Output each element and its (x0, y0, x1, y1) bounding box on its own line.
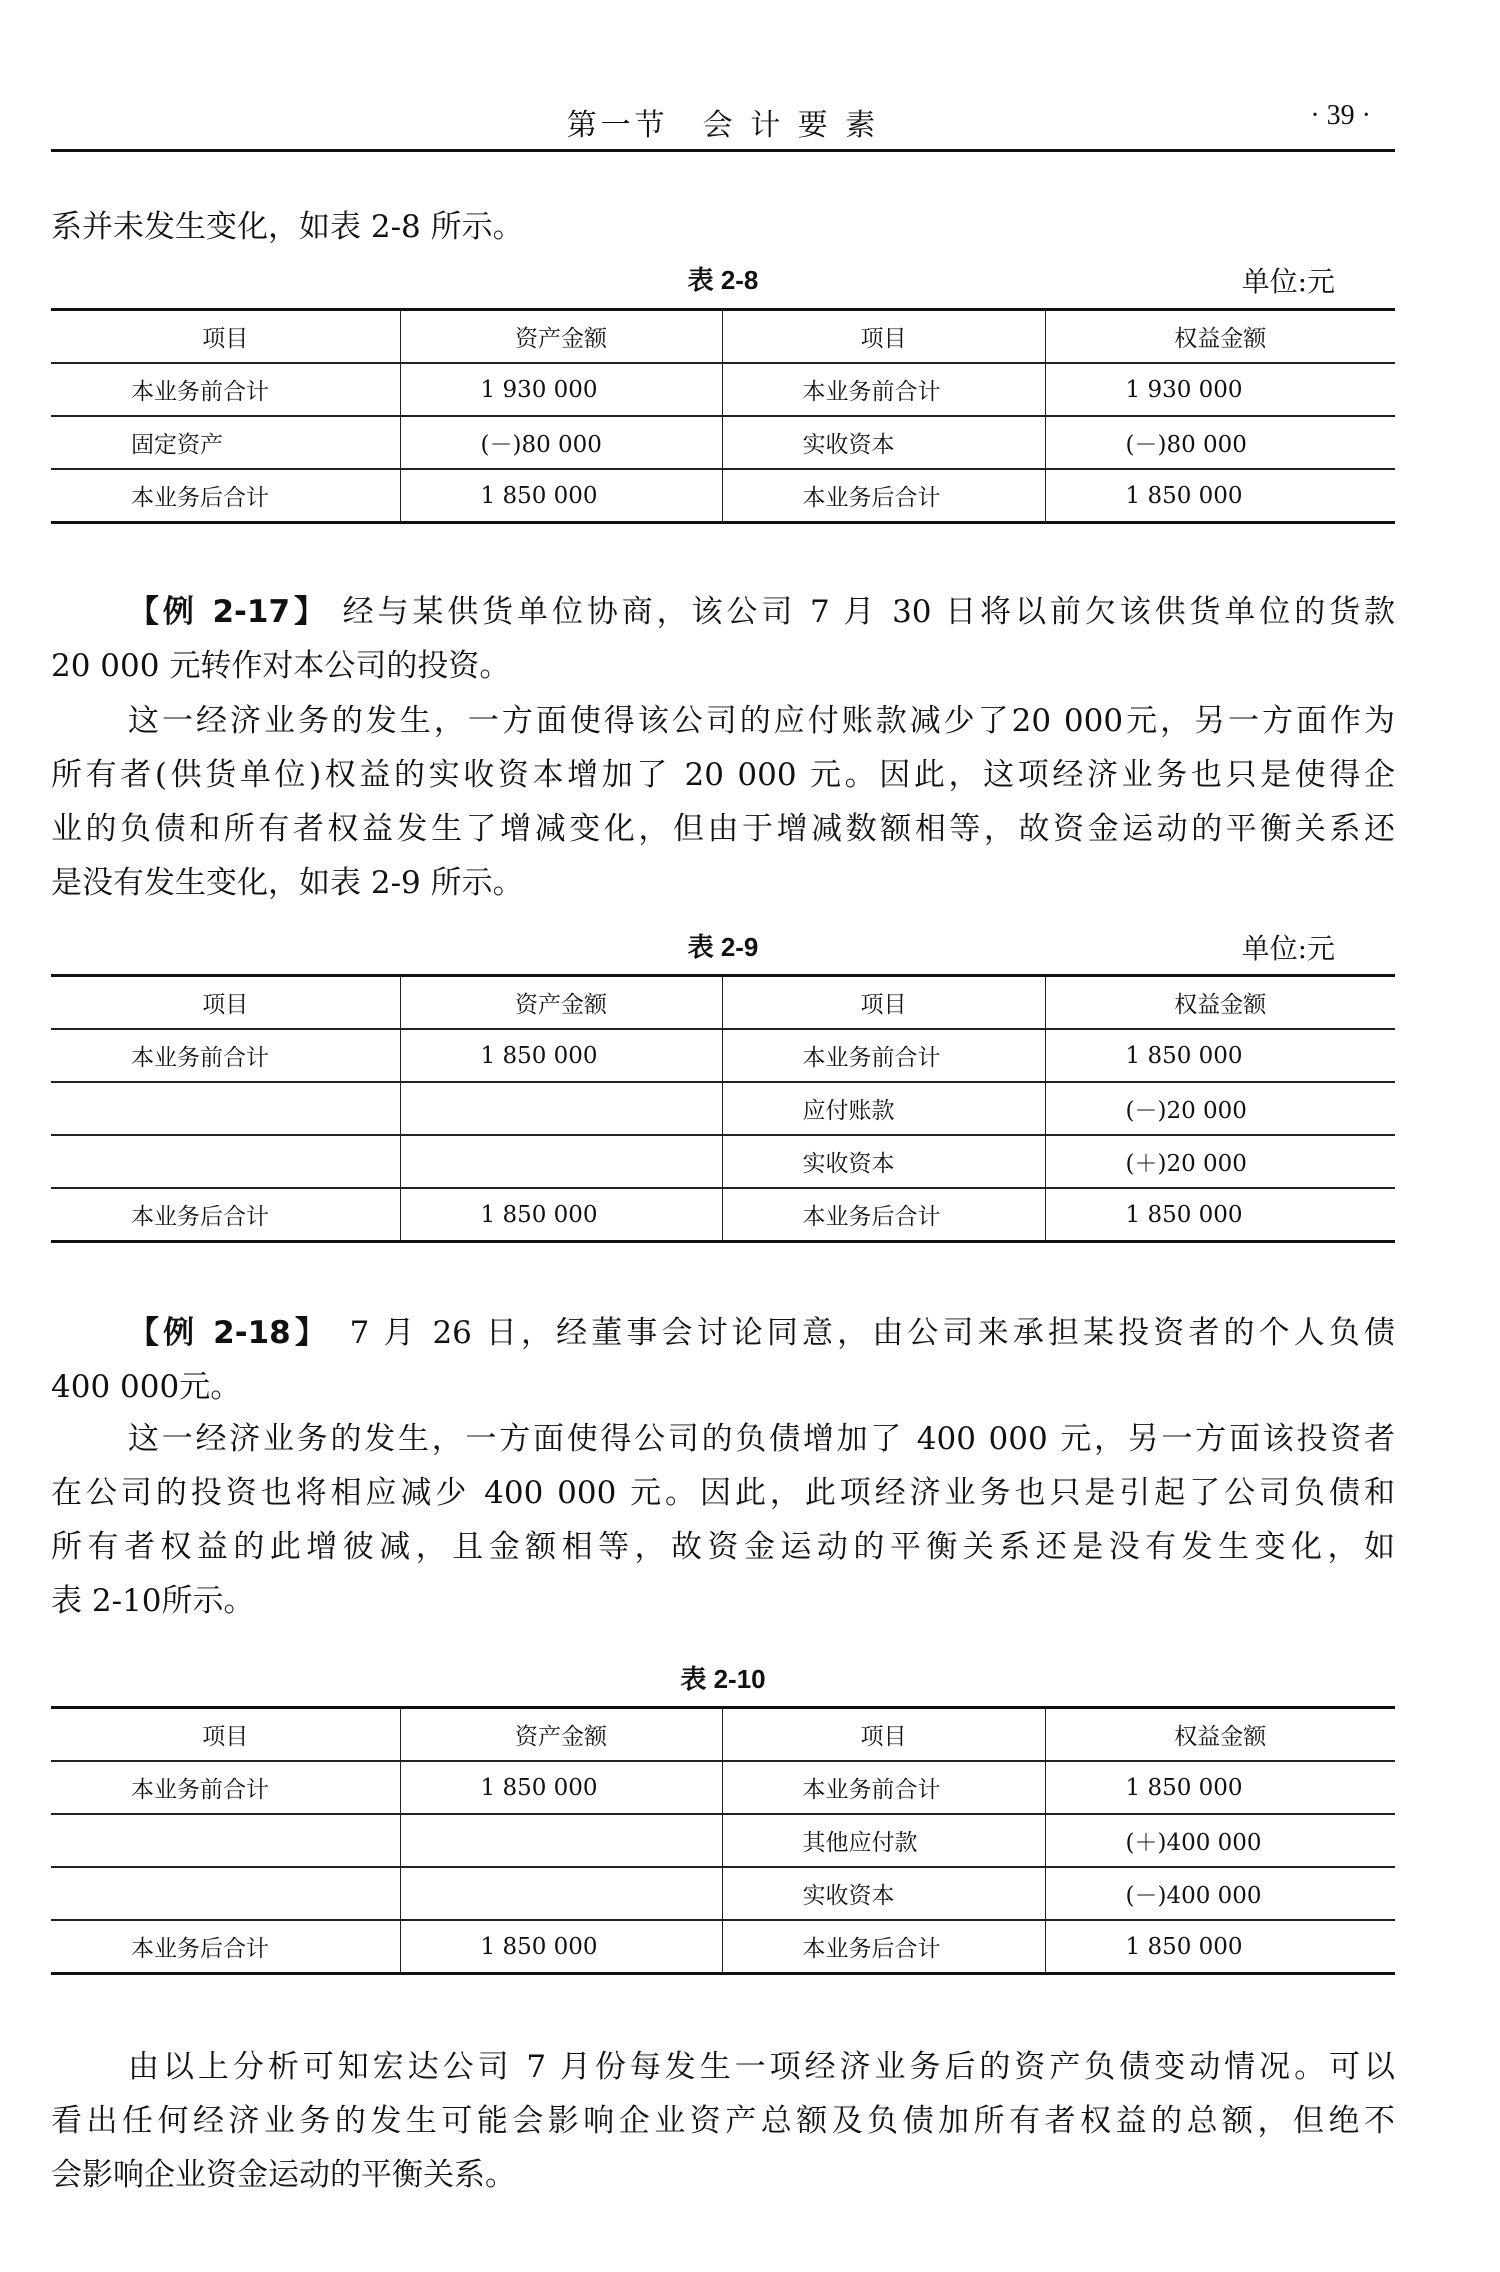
table-row (51, 363, 1395, 416)
table-cell: 本业务前合计 (51, 1029, 400, 1082)
table-cell: 1 850 000 (400, 1188, 722, 1242)
table-cell: 本业务前合计 (722, 1761, 1045, 1814)
table-cell (51, 1867, 400, 1920)
table-cell: 固定资产 (51, 416, 400, 469)
column-header: 项目 (51, 976, 400, 1030)
column-header: 项目 (51, 310, 400, 364)
table-unit: 单位:元 (1241, 265, 1335, 298)
text-line: 会影响企业资金运动的平衡关系。 (51, 2157, 516, 2193)
table-cell: (－)400 000 (1045, 1867, 1395, 1920)
conclusion-paragraph (51, 2040, 1395, 2202)
table-header-row (51, 310, 1395, 364)
table-2-9 (51, 974, 1395, 1243)
table-row (51, 1029, 1395, 1082)
column-header: 资产金额 (400, 1708, 722, 1762)
table-cell: 本业务后合计 (722, 469, 1045, 523)
table-2-8-caption (51, 260, 1395, 296)
table-cell: 1 850 000 (400, 469, 722, 523)
table-cell: 1 850 000 (1045, 1029, 1395, 1082)
table-title: 表 2-10 (680, 1664, 766, 1694)
column-header: 项目 (51, 1708, 400, 1762)
table-cell: 应付账款 (722, 1082, 1045, 1135)
text-line: 所有者权益的此增彼减，且金额相等，故资金运动的平衡关系还是没有发生变化，如 (51, 1529, 1395, 1565)
example-2-18 (51, 1306, 1395, 1414)
table-cell: 本业务后合计 (722, 1920, 1045, 1974)
table-cell: 本业务后合计 (131, 485, 269, 511)
table-cell (400, 1814, 722, 1867)
text-line: 在公司的投资也将相应减少 400 000 元。因此，此项经济业务也只是引起了公司负债和 (51, 1475, 1395, 1511)
paragraph-2-18 (51, 1412, 1395, 1628)
table-cell (400, 1135, 722, 1188)
table-row (51, 469, 1395, 523)
text-segment: 7 月 26 日，经董事会讨论同意，由公司来承担某投资者的个人负债 (349, 1315, 1396, 1351)
table-cell (400, 1867, 722, 1920)
column-header: 项目 (722, 1708, 1045, 1762)
header-rule (51, 149, 1395, 152)
table-header-row (51, 976, 1395, 1030)
table-cell: (－)20 000 (1045, 1082, 1395, 1135)
table-cell (51, 1814, 400, 1867)
table-cell: 实收资本 (722, 1867, 1045, 1920)
table-row (51, 1867, 1395, 1920)
table-cell: 本业务前合计 (722, 1029, 1045, 1082)
table-cell: (－)80 000 (400, 416, 722, 469)
table-row (51, 1761, 1395, 1814)
table-cell: 1 850 000 (1045, 1920, 1395, 1974)
text-line: 看出任何经济业务的发生可能会影响企业资产总额及负债加所有者权益的总额，但绝不 (51, 2103, 1395, 2139)
page-number: · 39 · (1310, 100, 1371, 131)
table-cell (51, 1082, 400, 1135)
table-cell: 本业务后合计 (722, 1188, 1045, 1242)
running-header (51, 100, 1395, 143)
column-header: 资产金额 (400, 310, 722, 364)
table-row (51, 1188, 1395, 1242)
paragraph-2-17 (51, 694, 1395, 910)
chapter-section-title: 第一节 会 计 要 素 (566, 108, 880, 143)
table-header-row (51, 1708, 1395, 1762)
table-cell: 实收资本 (722, 1135, 1045, 1188)
text-line: 系并未发生变化，如表 2-8 所示。 (51, 209, 524, 245)
text-line (51, 585, 1395, 639)
table-row (51, 1082, 1395, 1135)
table-row (51, 1135, 1395, 1188)
table-cell (51, 1135, 400, 1188)
table-title: 表 2-9 (687, 932, 759, 962)
table-row (51, 1814, 1395, 1867)
column-header: 权益金额 (1045, 976, 1395, 1030)
table-title: 表 2-8 (687, 265, 759, 295)
table-cell: 本业务前合计 (722, 363, 1045, 416)
table-2-8 (51, 308, 1395, 524)
text-line: 所有者(供货单位)权益的实收资本增加了 20 000 元。因此，这项经济业务也只是使得企 (51, 757, 1395, 793)
table-cell: (－)80 000 (1045, 416, 1395, 469)
table-cell: 1 850 000 (1045, 1761, 1395, 1814)
table-cell: 其他应付款 (722, 1814, 1045, 1867)
table-cell: 本业务前合计 (51, 363, 400, 416)
table-cell: 1 850 000 (400, 1029, 722, 1082)
table-cell: 本业务后合计 (131, 1936, 269, 1962)
table-cell: (＋)20 000 (1045, 1135, 1395, 1188)
text-line: 这一经济业务的发生，一方面使得该公司的应付账款减少了20 000元，另一方面作为 (128, 703, 1395, 739)
table-cell: 1 930 000 (400, 363, 722, 416)
text-line: 业的负债和所有者权益发生了增减变化，但由于增减数额相等，故资金运动的平衡关系还 (51, 811, 1395, 847)
text-segment: 经与某供货单位协商，该公司 7 月 30 日将以前欠该供货单位的货款 (342, 594, 1395, 630)
table-2-10-caption (51, 1659, 1395, 1695)
table-cell: 1 930 000 (1045, 363, 1395, 416)
table-cell: 1 850 000 (400, 1920, 722, 1974)
text-line (51, 1306, 1395, 1360)
table-row (51, 416, 1395, 469)
column-header: 权益金额 (1045, 310, 1395, 364)
table-cell: 1 850 000 (1045, 469, 1395, 523)
table-2-9-caption (51, 927, 1395, 963)
column-header: 项目 (722, 310, 1045, 364)
table-2-10 (51, 1706, 1395, 1975)
table-cell (400, 1082, 722, 1135)
column-header: 权益金额 (1045, 1708, 1395, 1762)
text-line: 20 000 元转作对本公司的投资。 (51, 648, 511, 684)
text-line: 400 000元。 (51, 1369, 242, 1405)
table-cell: 本业务前合计 (51, 1761, 400, 1814)
table-unit: 单位:元 (1241, 932, 1335, 965)
text-line: 表 2-10所示。 (51, 1583, 255, 1619)
column-header: 项目 (722, 976, 1045, 1030)
text-line: 由以上分析可知宏达公司 7 月份每发生一项经济业务后的资产负债变动情况。可以 (128, 2049, 1395, 2085)
intro-paragraph (51, 200, 1395, 254)
table-cell: 实收资本 (722, 416, 1045, 469)
example-label: 【例 2-18】 (128, 1315, 315, 1351)
table-cell: (＋)400 000 (1045, 1814, 1395, 1867)
table-row (51, 1920, 1395, 1974)
text-line: 这一经济业务的发生，一方面使得公司的负债增加了 400 000 元，另一方面该投资者 (128, 1421, 1395, 1457)
text-line: 是没有发生变化，如表 2-9 所示。 (51, 865, 524, 901)
example-label: 【例 2-17】 (128, 594, 329, 630)
column-header: 资产金额 (400, 976, 722, 1030)
table-cell: 本业务后合计 (131, 1204, 269, 1230)
table-cell: 1 850 000 (1045, 1188, 1395, 1242)
table-cell: 1 850 000 (400, 1761, 722, 1814)
example-2-17 (51, 585, 1395, 693)
